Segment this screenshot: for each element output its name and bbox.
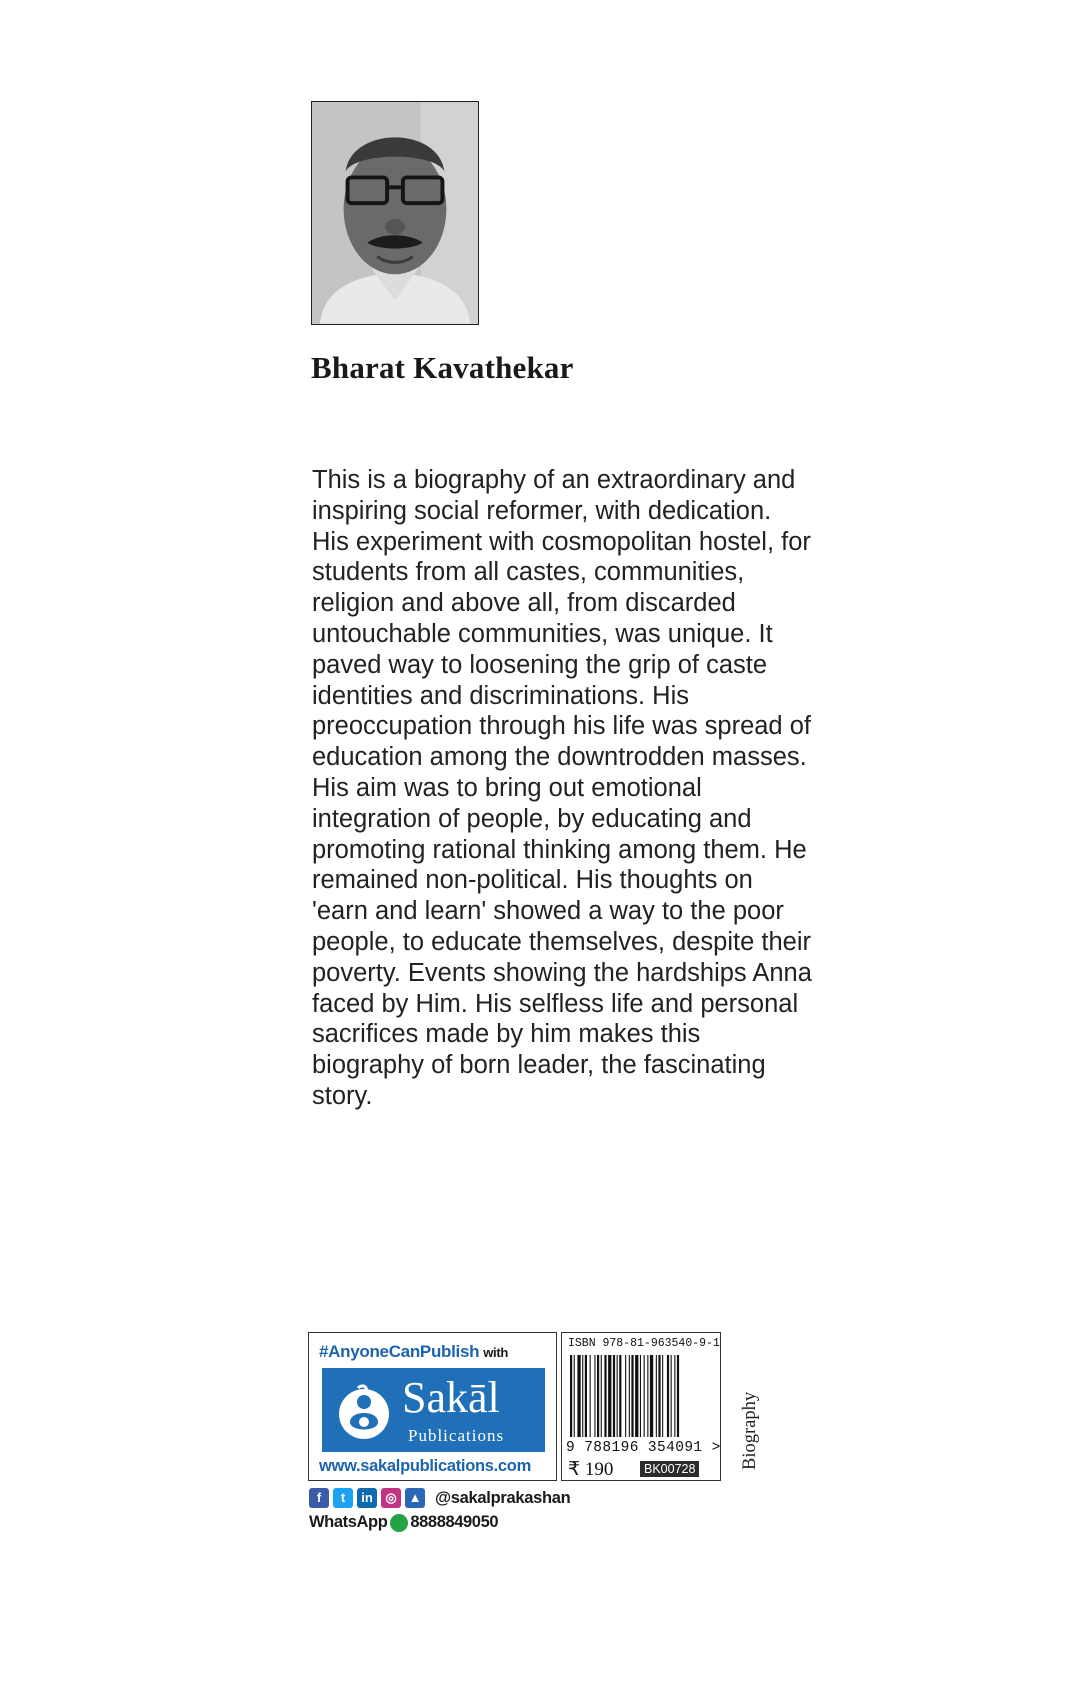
price: ₹ 190 xyxy=(568,1459,614,1480)
publisher-logo xyxy=(322,1368,545,1452)
isbn-number: ISBN 978-81-963540-9-1 xyxy=(568,1337,720,1350)
contact-icon[interactable]: ▲ xyxy=(405,1488,425,1508)
facebook-icon[interactable]: f xyxy=(309,1488,329,1508)
author-portrait-image xyxy=(312,102,478,324)
genre-label: Biography xyxy=(740,1391,760,1470)
whatsapp-label: WhatsApp xyxy=(309,1513,388,1531)
whatsapp-icon[interactable] xyxy=(390,1514,408,1532)
barcode-digits: 9 788196 354091 > xyxy=(566,1440,721,1456)
whatsapp-contact xyxy=(309,1513,498,1532)
twitter-icon[interactable]: t xyxy=(333,1488,353,1508)
book-blurb: This is a biography of an extraordinary and inspiring social reformer, with dedication. His experiment with cosmopolitan hostel, for students from all castes, communities, religion and above all, from discarded untouchable communities, was unique. It paved way to loosening the grip of caste identities and discriminations. His preoccupation through his life was spread of education among the downtrodden masses. His aim was to bring out emotional integration of people, by educating and promoting rational thinking among them. He remained non-political. His thoughts on 'earn and learn' showed a way to the poor people, to educate themselves, despite their poverty. Events showing the hardships Anna faced by Him. His selfless life and personal sacrifices made by him makes this biography of born leader, the fascinating story. xyxy=(312,466,812,1110)
social-handle: @sakalprakashan xyxy=(435,1488,571,1507)
instagram-icon[interactable]: ◎ xyxy=(381,1488,401,1508)
author-name: Bharat Kavathekar xyxy=(311,350,574,385)
author-photo xyxy=(311,101,479,325)
sakal-logo-icon xyxy=(336,1382,392,1440)
publisher-logo-name: Sakāl xyxy=(402,1373,500,1422)
linkedin-icon[interactable]: in xyxy=(357,1488,377,1508)
publisher-website: www.sakalpublications.com xyxy=(319,1457,531,1475)
hashtag-text: #AnyoneCanPublish xyxy=(319,1342,480,1361)
publisher-hashtag xyxy=(319,1342,508,1362)
barcode-image xyxy=(568,1355,714,1437)
barcode-box xyxy=(561,1332,721,1481)
social-links xyxy=(309,1487,570,1509)
whatsapp-number: 8888849050 xyxy=(410,1513,499,1531)
hashtag-with: with xyxy=(483,1345,508,1360)
publisher-box xyxy=(308,1332,557,1481)
publisher-logo-subtitle: Publications xyxy=(408,1426,505,1445)
book-code: BK00728 xyxy=(640,1461,699,1477)
